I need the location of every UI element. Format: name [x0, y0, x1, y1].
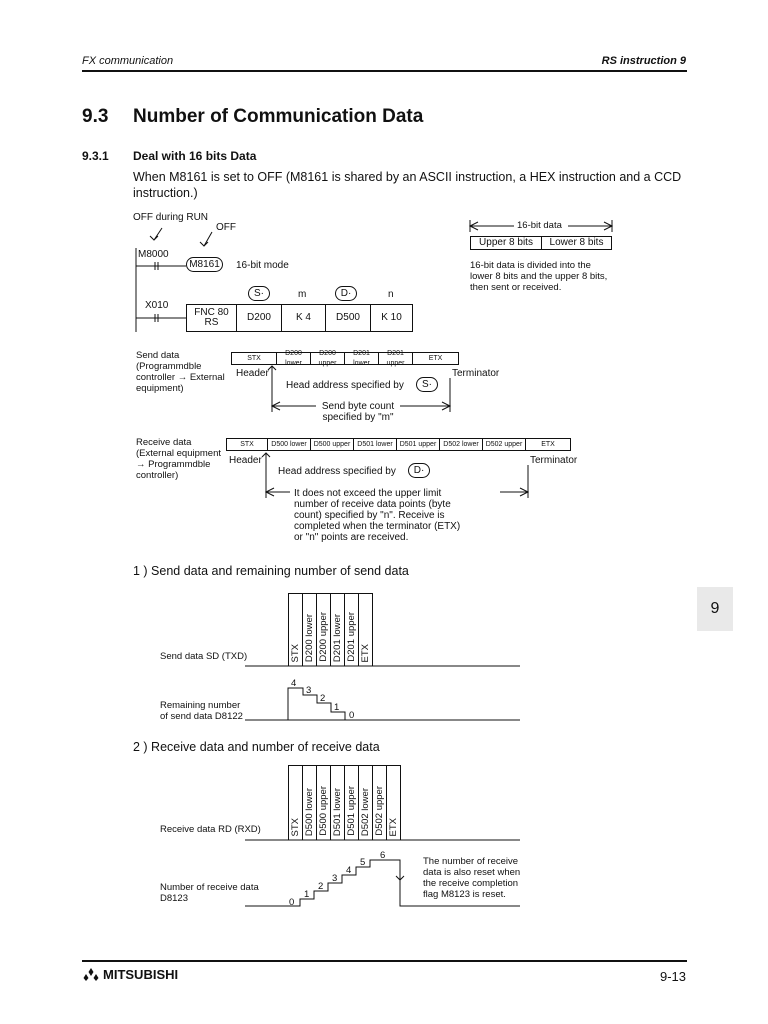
operand-cell: D500 — [325, 304, 371, 332]
subsection-number: 9.3.1 — [82, 149, 109, 163]
bitbox-note: 16-bit data is divided into the lower 8 bits and the upper 8 bits, then sent or received. — [470, 260, 608, 293]
running-header-left: FX communication — [82, 55, 174, 67]
rd-cell: D501 lower — [332, 787, 343, 836]
send-header-label: Header — [236, 368, 269, 379]
rd-cell-box — [386, 765, 401, 840]
off-during-run-label: OFF during RUN — [133, 212, 209, 223]
n-operand-tag: n — [388, 289, 394, 300]
receive-frame-cell: D502 upper — [482, 438, 526, 451]
receive-terminator-label: Terminator — [530, 455, 578, 466]
receive-reset-note: The number of receive data is also reset when the receive completion flag M8123 is reset. — [423, 856, 521, 900]
d-operand-tag: D· — [335, 286, 357, 301]
t1-step-1: 1 — [334, 702, 340, 713]
receive-frame-cell: D501 lower — [353, 438, 397, 451]
bitbox-title: 16-bit data — [517, 220, 562, 231]
mode-label: 16-bit mode — [236, 260, 289, 271]
send-frame-cell: STX — [231, 352, 277, 365]
page-number: 9-13 — [659, 969, 686, 984]
fnc-number: FNC 80 — [194, 307, 229, 318]
receive-frame-cell: D500 lower — [267, 438, 311, 451]
fnc-name: RS — [204, 317, 219, 328]
rd-cell-box — [288, 765, 303, 840]
send-data-label: Send data (Programmdble controller → External equipment) — [136, 350, 225, 394]
rd-cell-box — [330, 765, 345, 840]
operand-cell: K 10 — [370, 304, 413, 332]
rd-cell-box — [372, 765, 387, 840]
sd-cell: D201 lower — [332, 613, 343, 662]
receive-frame-cell: D502 lower — [439, 438, 483, 451]
chapter-tab: 9 — [697, 587, 733, 631]
sd-cell: STX — [290, 643, 301, 662]
off-label: OFF — [216, 222, 236, 233]
x010-label: X010 — [145, 300, 169, 311]
t1-step-0: 0 — [349, 710, 355, 721]
rd-cell: D500 upper — [318, 786, 329, 836]
timing1-title: 1 ) Send data and remaining number of send data — [133, 564, 409, 578]
s-operand-tag: S· — [248, 286, 270, 301]
sd-cell-box — [358, 593, 373, 666]
m8161-coil: M8161 — [186, 257, 223, 272]
timing2-title: 2 ) Receive data and number of receive data — [133, 740, 380, 754]
receive-data-label: Receive data (External equipment → Programmdble controller) — [136, 437, 222, 481]
t2-step-4: 4 — [346, 865, 352, 876]
sd-cell-box — [302, 593, 317, 666]
operand-cell: D200 — [236, 304, 282, 332]
rd-cell-box — [358, 765, 373, 840]
receive-head-address-label: Head address specified by — [278, 466, 396, 477]
sd-cell: ETX — [360, 643, 371, 662]
receive-note: It does not exceed the upper limit number of receive data points (byte count) specified by "n". Receive is completed when the terminator (ETX) or "n" points are received. — [294, 488, 461, 543]
t2-step-3: 3 — [332, 873, 338, 884]
send-frame-cell: ETX — [412, 352, 459, 365]
section-number: 9.3 — [82, 106, 109, 127]
mitsubishi-logo: MITSUBISHI — [82, 967, 178, 982]
send-frame-cell: D200 upper — [310, 352, 345, 365]
t2-step-1: 1 — [304, 889, 310, 900]
send-terminator-label: Terminator — [452, 368, 500, 379]
m-operand-tag: m — [298, 289, 307, 300]
send-count-label: Send byte count specified by "m" — [321, 401, 395, 423]
sd-cell-box — [330, 593, 345, 666]
receive-frame-cell: ETX — [525, 438, 571, 451]
subsection-title: Deal with 16 bits Data — [133, 149, 257, 163]
t1-step-4: 4 — [291, 678, 297, 689]
section-title: Number of Communication Data — [133, 106, 424, 127]
t2-step-0: 0 — [289, 897, 295, 908]
receive-count-label: Number of receive data D8123 — [160, 882, 259, 904]
send-head-address-label: Head address specified by — [286, 380, 404, 391]
header-rule — [82, 70, 687, 72]
rd-cell: D500 lower — [304, 787, 315, 836]
sd-cell: D201 upper — [346, 612, 357, 662]
upper-bits-cell: Upper 8 bits — [470, 236, 542, 250]
t1-step-2: 2 — [320, 693, 326, 704]
rd-cell: D501 upper — [346, 786, 357, 836]
rd-cell-box — [316, 765, 331, 840]
receive-frame-cell: D500 upper — [310, 438, 354, 451]
rd-cell: STX — [290, 817, 301, 836]
remaining-label: Remaining number of send data D8122 — [160, 700, 243, 722]
sd-cell-box — [344, 593, 359, 666]
receive-header-label: Header — [229, 455, 262, 466]
t1-step-3: 3 — [306, 685, 312, 696]
sd-cell: D200 upper — [318, 612, 329, 662]
three-diamonds-icon — [82, 968, 100, 982]
m8000-label: M8000 — [138, 249, 169, 260]
rd-label: Receive data RD (RXD) — [160, 824, 261, 835]
running-header-right: RS instruction 9 — [601, 55, 686, 67]
rd-cell: D502 lower — [360, 787, 371, 836]
rd-cell: ETX — [388, 817, 399, 836]
receive-d-tag: D· — [408, 463, 430, 478]
intro-text: When M8161 is set to OFF (M8161 is shared by an ASCII instruction, a HEX instruction and a CCD instruction.) — [133, 170, 682, 200]
sd-cell-box — [288, 593, 303, 666]
send-frame-cell: D201 lower — [344, 352, 379, 365]
t2-step-2: 2 — [318, 881, 324, 892]
send-s-tag: S· — [416, 377, 438, 392]
rd-cell-box — [302, 765, 317, 840]
send-frame-cell: D201 upper — [378, 352, 413, 365]
rd-cell-box — [344, 765, 359, 840]
operand-cell: K 4 — [281, 304, 326, 332]
send-frame-cell: D200 lower — [276, 352, 311, 365]
receive-frame-cell: D501 upper — [396, 438, 440, 451]
fnc-box — [186, 304, 237, 332]
rd-cell: D502 upper — [374, 786, 385, 836]
receive-frame-cell: STX — [226, 438, 268, 451]
sd-cell-box — [316, 593, 331, 666]
footer-rule — [82, 960, 687, 962]
lower-bits-cell: Lower 8 bits — [541, 236, 612, 250]
t2-step-6: 6 — [380, 850, 386, 861]
t2-step-5: 5 — [360, 857, 366, 868]
sd-cell: D200 lower — [304, 613, 315, 662]
sd-label: Send data SD (TXD) — [160, 651, 248, 662]
